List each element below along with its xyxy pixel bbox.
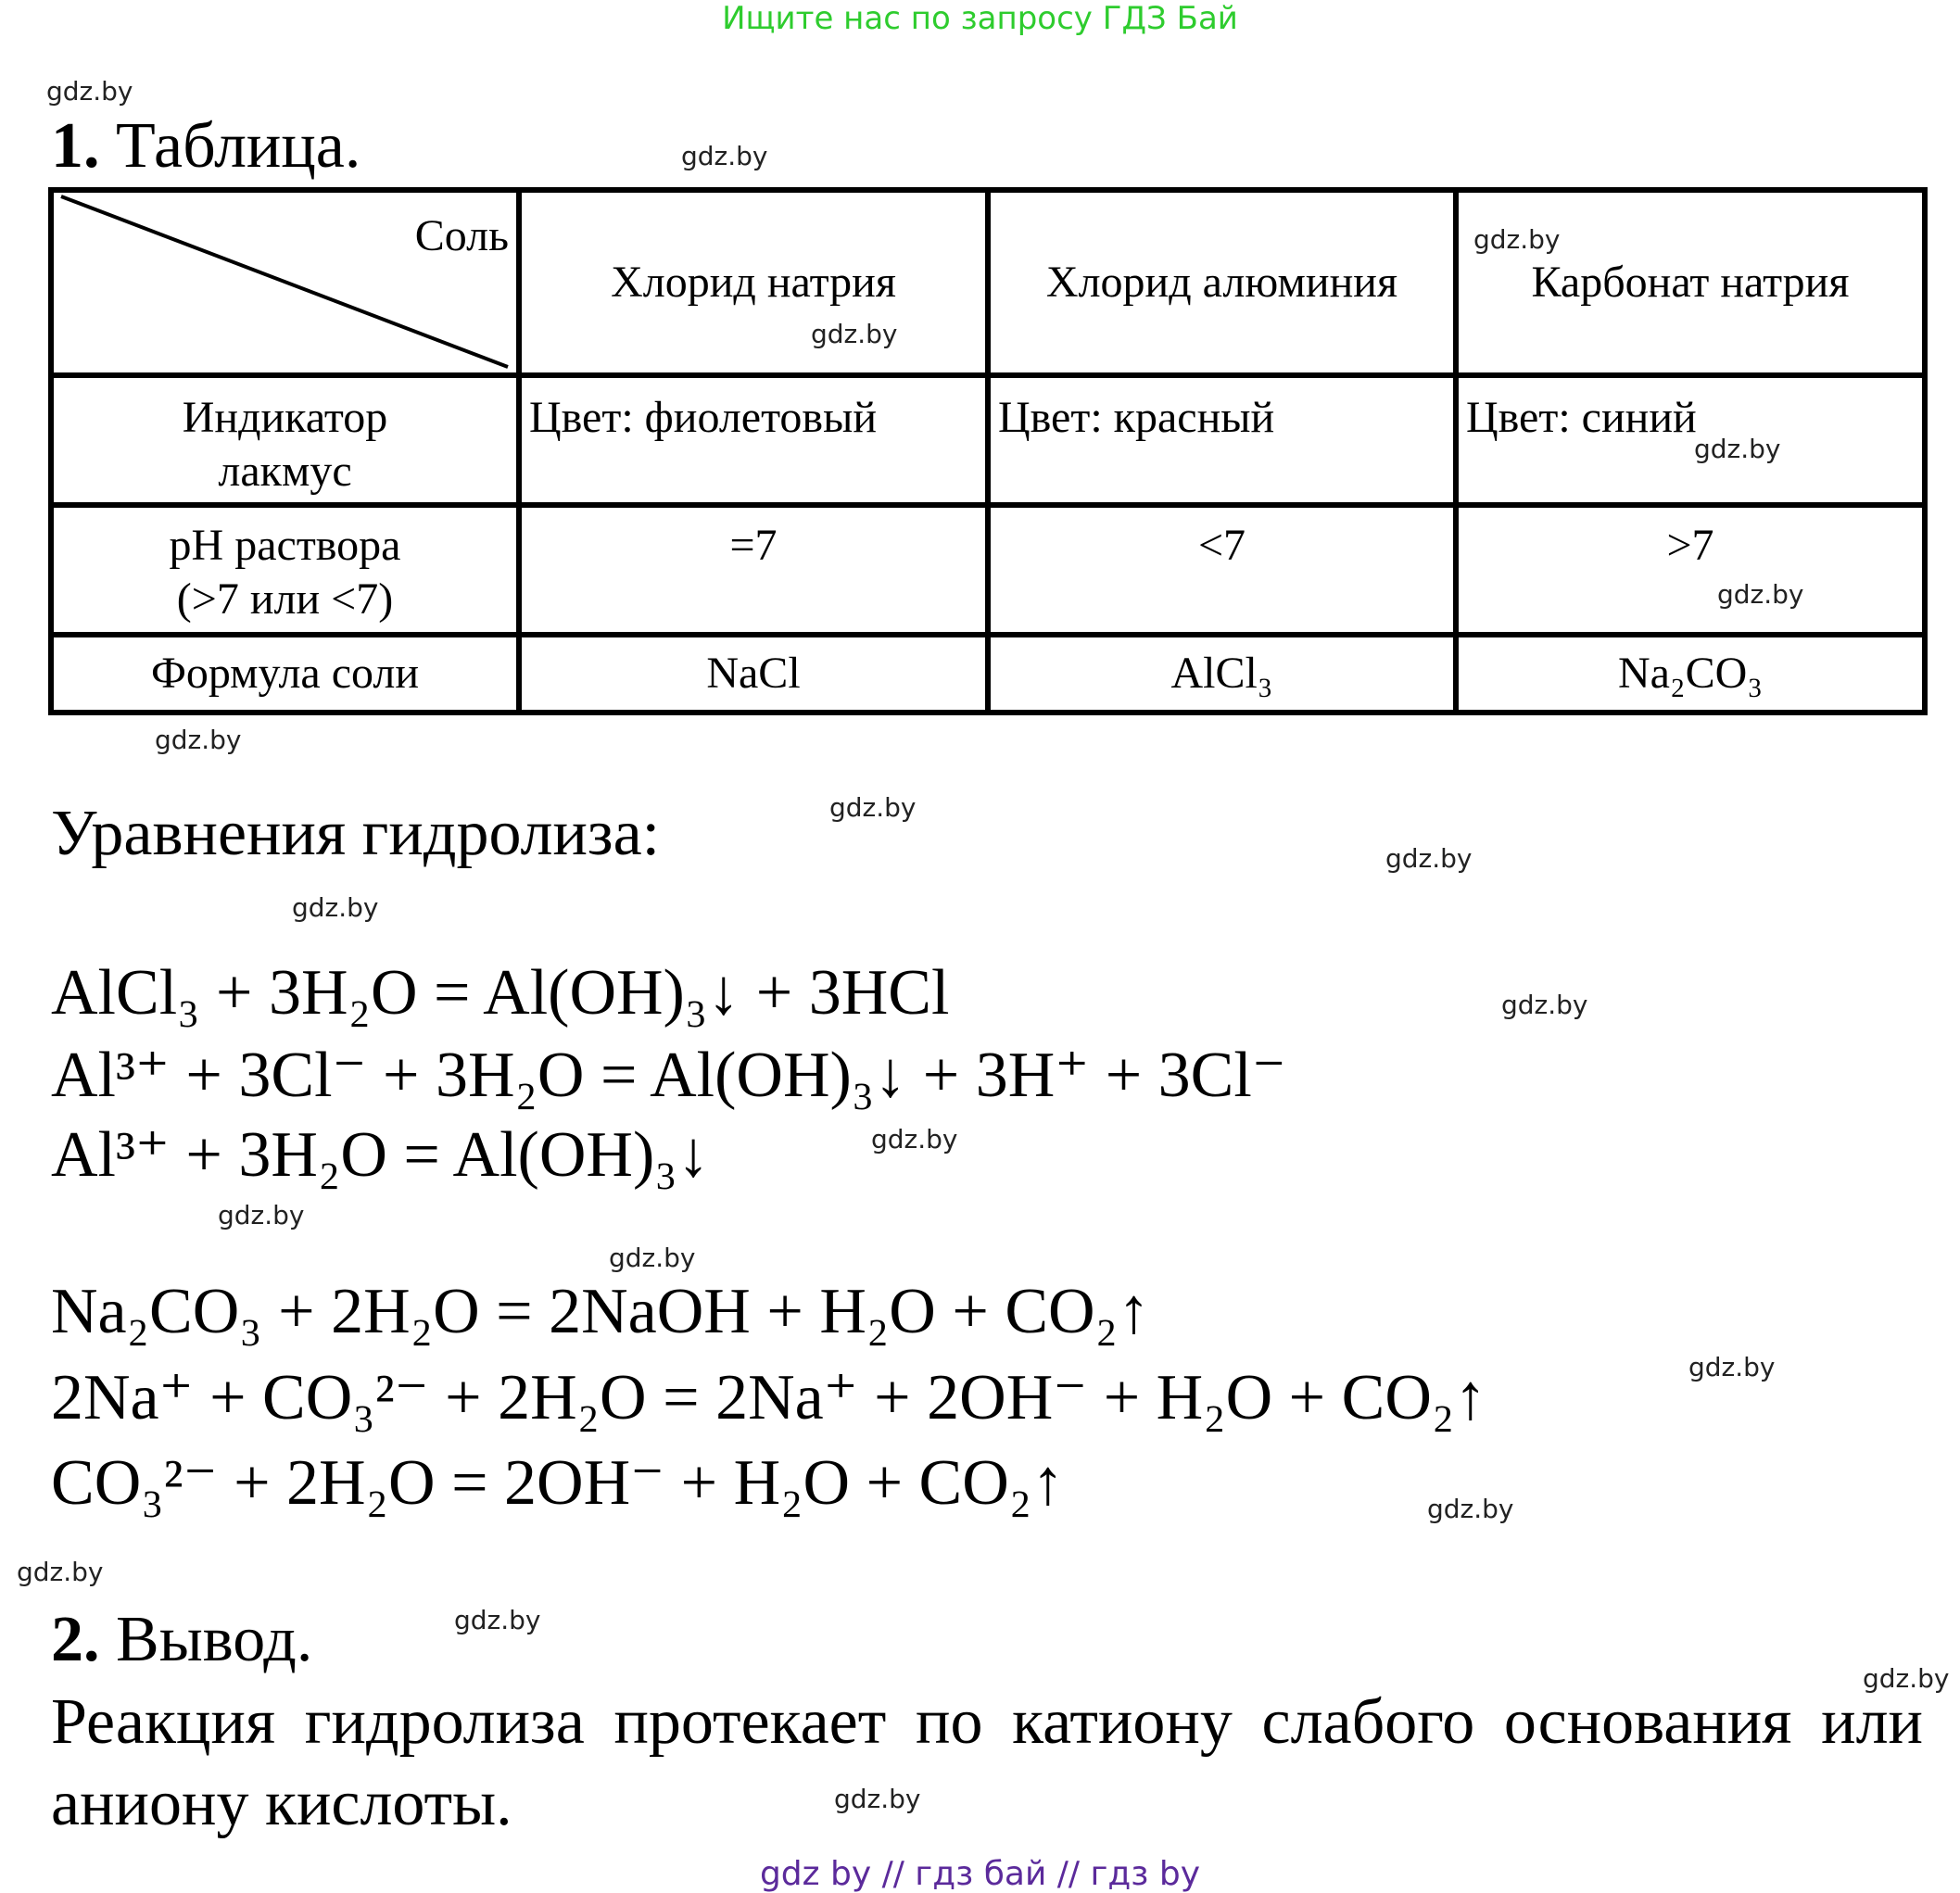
table-cell: Цвет: красный: [988, 375, 1456, 505]
top-banner[interactable]: Ищите нас по запросу ГДЗ Бай: [722, 0, 1238, 37]
table-cell: Na₂CO₃: [1456, 635, 1925, 713]
section2-heading: [51, 1603, 312, 1677]
watermark: gdz.by: [1501, 990, 1588, 1020]
table-cell: <7: [988, 505, 1456, 635]
watermark: gdz.by: [609, 1243, 696, 1273]
watermark: gdz.by: [871, 1124, 958, 1155]
equation-al-molecular: AlCl₃ + 3H₂O = Al(OH)₃↓ + 3HCl: [51, 957, 950, 1029]
table-corner-cell: [51, 190, 519, 375]
table-cell: Цвет: синий: [1456, 375, 1925, 505]
section1-heading: [51, 109, 360, 183]
row-label: [51, 635, 519, 713]
watermark: gdz.by: [17, 1557, 104, 1587]
watermark: gdz.by: [1473, 224, 1561, 255]
equation-al-short-ionic: Al³⁺ + 3H₂O = Al(OH)₃↓: [51, 1119, 710, 1191]
watermark: gdz.by: [1427, 1494, 1514, 1524]
watermark: gdz.by: [292, 892, 379, 923]
watermark: gdz.by: [1863, 1663, 1950, 1694]
watermark: gdz.by: [1694, 434, 1781, 464]
table-cell: =7: [519, 505, 988, 635]
conclusion-text: Реакция гидролиза протекает по катиону слабого основания или аниону кислоты.: [51, 1686, 1923, 1839]
corner-label: Соль: [414, 211, 509, 260]
section1-title: Таблица.: [116, 110, 361, 182]
table-cell: AlCl₃: [988, 635, 1456, 713]
watermark: gdz.by: [834, 1784, 921, 1814]
watermark: gdz.by: [1717, 579, 1804, 610]
column-header: Карбонат натрия: [1456, 190, 1925, 375]
watermark: gdz.by: [829, 792, 917, 823]
watermark: gdz.by: [811, 319, 898, 349]
row-label-line: (>7 или <7): [176, 574, 394, 624]
equation-na-short-ionic: CO₃²⁻ + 2H₂O = 2OH⁻ + H₂O + CO₂↑: [51, 1447, 1065, 1519]
column-header: Хлорид натрия: [519, 190, 988, 375]
watermark: gdz.by: [1385, 843, 1473, 874]
watermark: gdz.by: [46, 76, 133, 107]
table-cell: >7: [1456, 505, 1925, 635]
section2-number: 2.: [51, 1604, 100, 1675]
bottom-banner[interactable]: gdz by // гдз бай // гдз by: [759, 1855, 1201, 1893]
equation-na-molecular: Na₂CO₃ + 2H₂O = 2NaOH + H₂O + CO₂↑: [51, 1276, 1150, 1347]
row-label-line: Индикатор: [182, 393, 388, 442]
section1-number: 1.: [51, 110, 100, 182]
watermark: gdz.by: [155, 725, 242, 755]
row-label-line: лакмус: [218, 446, 352, 496]
watermark: gdz.by: [1688, 1352, 1776, 1382]
row-label-line: Формула соли: [150, 649, 420, 699]
equations-title: Уравнения гидролиза:: [51, 798, 661, 869]
section2-title: Вывод.: [116, 1604, 313, 1675]
salt-table: [48, 187, 1928, 715]
table-cell: NaCl: [519, 635, 988, 713]
watermark: gdz.by: [454, 1605, 541, 1635]
row-label-line: pH раствора: [169, 521, 401, 570]
column-header: Хлорид алюминия: [988, 190, 1456, 375]
equation-na-full-ionic: 2Na⁺ + CO₃²⁻ + 2H₂O = 2Na⁺ + 2OH⁻ + H₂O + CO₂↑: [51, 1362, 1487, 1433]
equation-al-full-ionic: Al³⁺ + 3Cl⁻ + 3H₂O = Al(OH)₃↓ + 3H⁺ + 3Cl⁻: [51, 1040, 1286, 1111]
row-label: [51, 375, 519, 505]
row-label: [51, 505, 519, 635]
watermark: gdz.by: [218, 1200, 305, 1230]
watermark: gdz.by: [681, 141, 768, 171]
table-cell: Цвет: фиолетовый: [519, 375, 988, 505]
